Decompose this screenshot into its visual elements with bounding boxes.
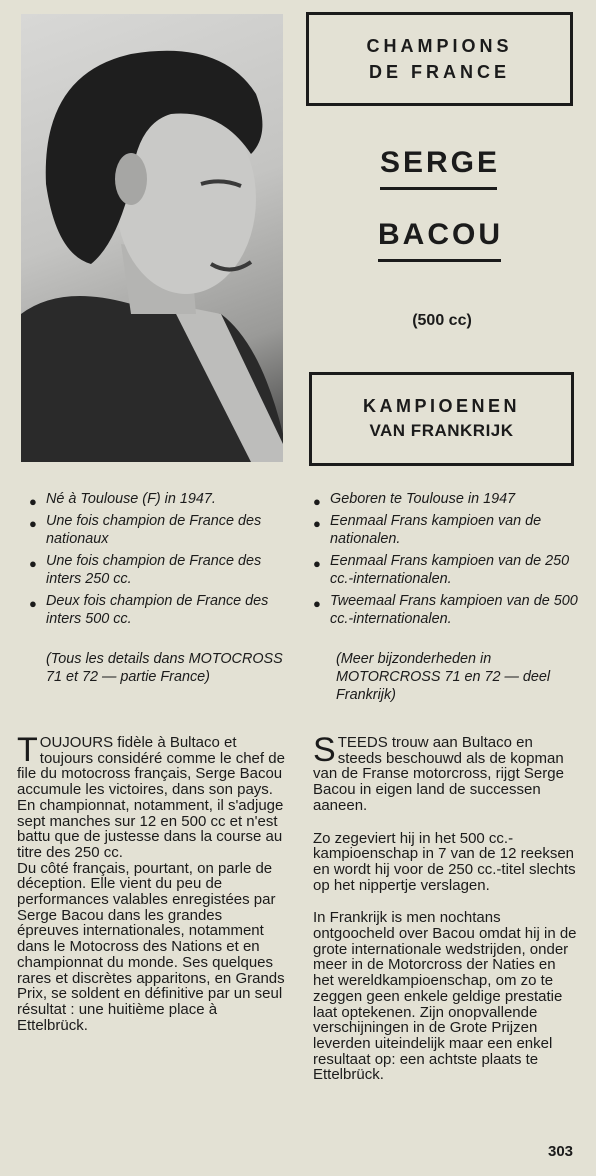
list-item: ● Eenmaal Frans kampioen van de 250 cc.-internationalen. [313,553,570,587]
list-item: ● Geboren te Toulouse in 1947 [313,491,516,509]
list-item: ● Une fois champion de France des inters 250 cc. [29,553,262,587]
paragraph: Du côté français, pourtant, on parle de déception. Elle vient du peu de performances valables enregistées par Serge Bacou dans les grandes épreuves internationales, notamment dans le Motocross des Nations et en championnat du monde. Ses quelques rares et discrètes apparitons, en Grands Prix, se soldent en définitive par un seul résultat : une huitième place à Ettelbrück. [17,859,285,1034]
article-nl [313,731,579,1084]
last-name: BACOU [378,218,503,251]
bullet-icon: ● [29,596,37,611]
paragraph: STEEDS trouw aan Bultaco en steeds beschouwd als de kopman van de Franse motorcross, rijgt Serge Bacou in eigen land de successen aaneen. [313,731,564,814]
title-line-2: DE FRANCE [368,62,510,82]
list-item: ● Une fois champion de France des nationaux [29,513,262,547]
bullet-icon: ● [29,516,37,531]
list-item: ● Deux fois champion de France des inters 500 cc. [29,593,269,627]
bullet-icon: ● [313,596,321,611]
list-item: ● Tweemaal Frans kampioen van de 500 cc.-internationalen. [313,593,578,627]
title-nl-line-2: VAN FRANKRIJK [369,421,514,440]
bullet-list-nl [310,490,578,632]
title-box-nl [309,372,574,466]
bullet-icon: ● [313,494,321,509]
bullet-list-fr [26,490,288,632]
bullet-icon: ● [29,556,37,571]
first-name: SERGE [380,146,501,179]
bullet-icon: ● [313,516,321,531]
page-number: 303 [548,1143,574,1160]
list-item: ● Né à Toulouse (F) in 1947. [29,491,216,509]
bullet-icon: ● [29,494,37,509]
note-fr: (Tous les details dans MOTOCROSS 71 et 72 — partie France) [46,651,283,685]
paragraph: In Frankrijk is men nochtans ontgoocheld over Bacou omdat hij in de grote internationale wedstrijden, onder meer in de Motorcross der Naties en het wereldkampioenschap, om zo te zeggen geen enkele geldige prestatie laat optekenen. Zijn onopvallende verschijningen in de Grote Prijzen leverden uiteindelijk maar een enkel resultaat op: een achtste plaats te Ettelbrück. [313,909,577,1084]
engine-class: (500 cc) [412,312,472,329]
title-line-1: CHAMPIONS [366,36,513,56]
paragraph: TOUJOURS fidèle à Bultaco et toujours considéré comme le chef de file du motocross français, Serge Bacou accumule les victoires, dans son pays. En championnat, notamment, il s'adjuge sept manches sur 12 en 500 cc et n'est battu que de justesse dans la course au titre des 250 cc. [17,731,285,861]
bullet-icon: ● [313,556,321,571]
title-nl-line-1: KAMPIOENEN [362,396,520,416]
first-name-underline [380,187,497,190]
article-fr [17,731,287,1034]
portrait-illustration [21,14,283,462]
drop-cap: T [17,731,38,769]
last-name-underline [378,259,501,262]
title-box-fr [306,12,573,106]
list-item: ● Eenmaal Frans kampioen van de nationalen. [313,513,542,547]
paragraph: Zo zegeviert hij in het 500 cc.-kampioenschap in 7 van de 12 reeksen en wordt hij voor de 250 cc.-titel slechts op het nippertje verslagen. [313,829,576,894]
drop-cap: S [313,731,336,769]
note-nl: (Meer bijzonderheden in MOTORCROSS 71 en 72 — deel Frankrijk) [336,651,551,703]
portrait-photo [21,14,283,462]
